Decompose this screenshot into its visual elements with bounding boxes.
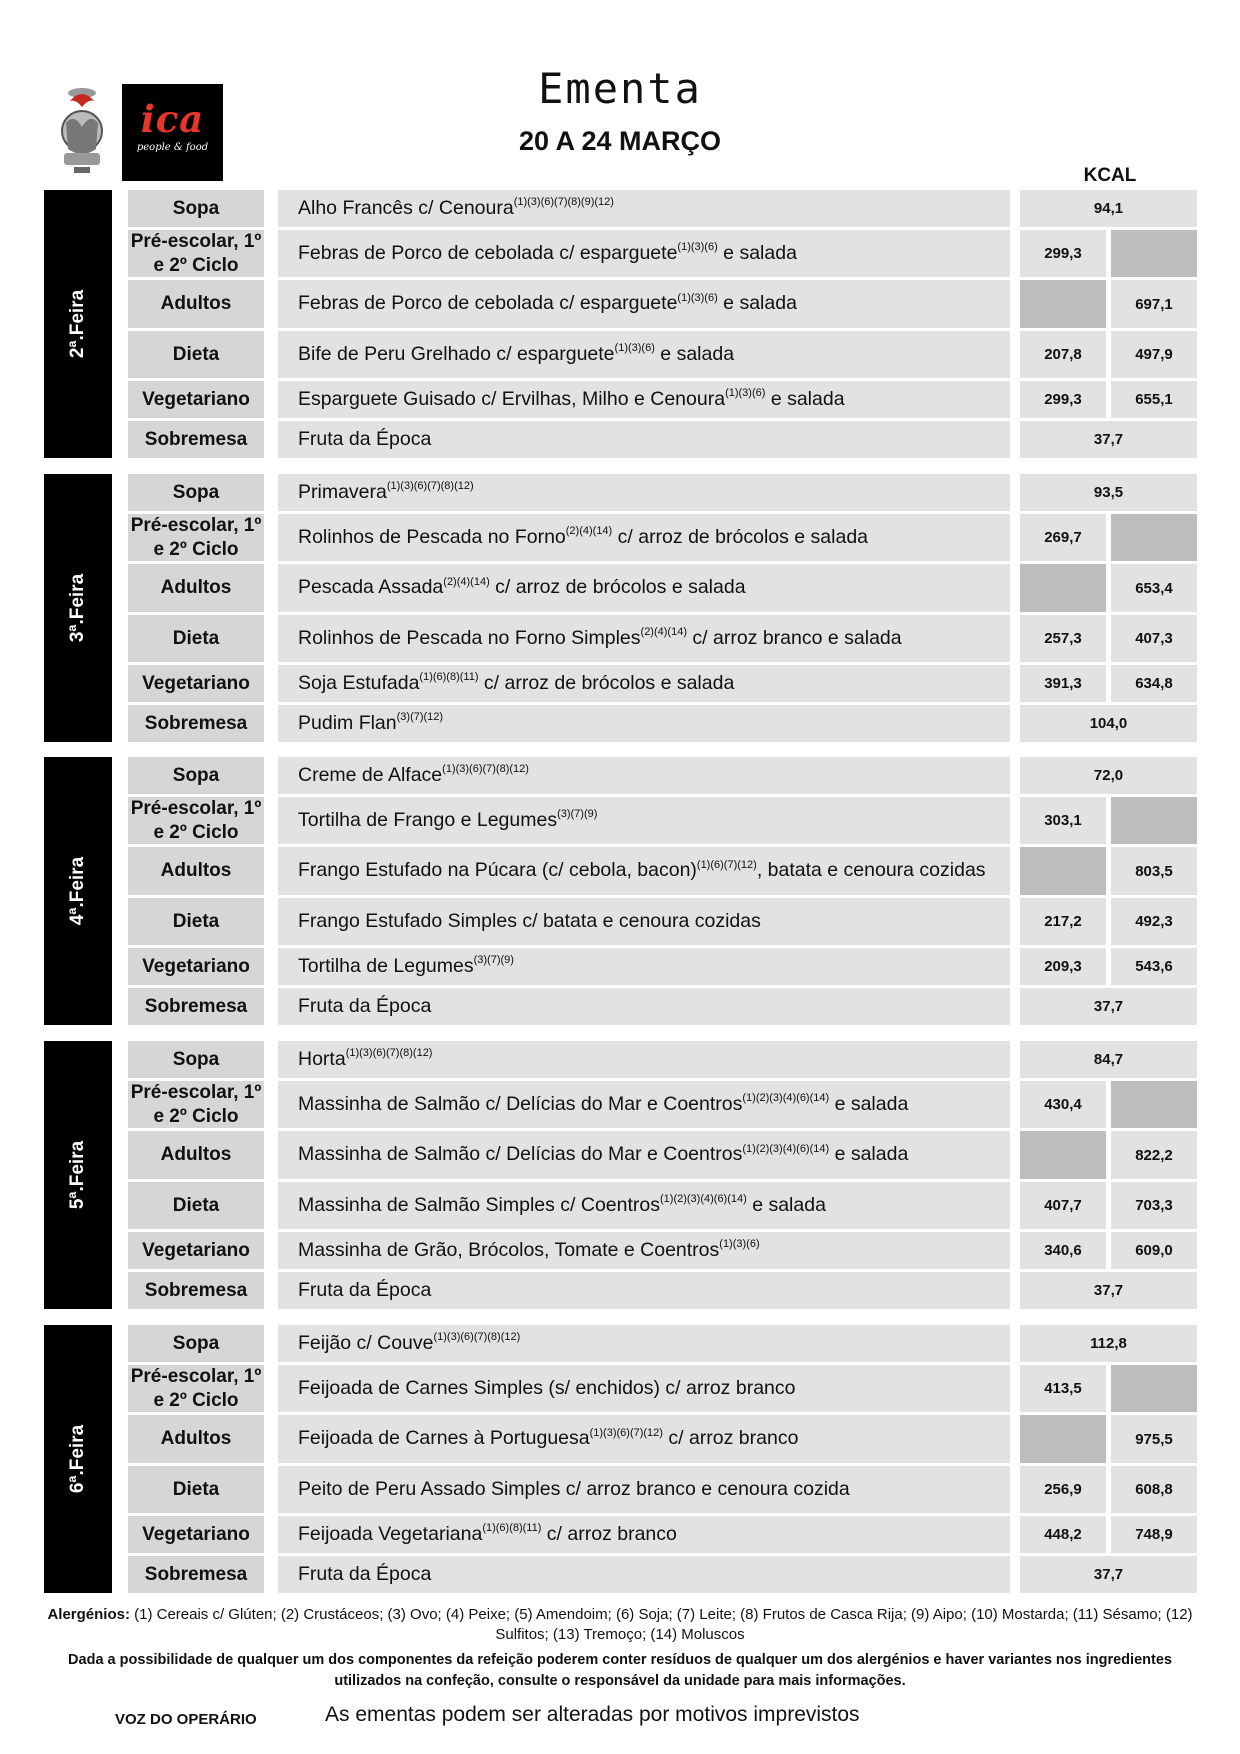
dish-cell [278, 514, 1010, 561]
kcal-value: 84,7 [1020, 1041, 1197, 1078]
allergen-codes: (1)(3)(6)(7)(8)(9)(12) [513, 196, 614, 209]
meal-type-sobremesa: Sobremesa [128, 421, 264, 458]
allergen-codes: (1)(3)(6)(7)(8)(12) [386, 480, 474, 493]
allergen-codes: (1)(2)(3)(4)(6)(14) [742, 1142, 830, 1155]
allergen-codes: (2)(4)(14) [443, 575, 490, 588]
kcal-adult: 803,5 [1111, 847, 1197, 895]
kcal-value: 94,1 [1020, 190, 1197, 227]
dish-name: Massinha de Salmão Simples c/ Coentros [298, 1193, 660, 1216]
dish-cell [278, 1232, 1010, 1269]
kcal-value: 37,7 [1020, 1556, 1197, 1593]
meal-type-vegetariano: Vegetariano [128, 381, 264, 418]
dish-name: Tortilha de Frango e Legumes [298, 808, 558, 831]
logo-wordmark: ica [140, 97, 205, 141]
meal-type-vegetariano: Vegetariano [128, 665, 264, 702]
dish-cell [278, 190, 1010, 227]
page-title: Ementa [538, 64, 702, 113]
dish-name: Massinha de Grão, Brócolos, Tomate e Coentros [298, 1238, 720, 1261]
meal-type-sobremesa: Sobremesa [128, 988, 264, 1025]
meal-type-pre-escolar: Pré-escolar, 1º e 2º Ciclo [128, 1365, 264, 1412]
dish-name: Creme de Alface [298, 763, 443, 786]
meal-type-adultos: Adultos [128, 564, 264, 612]
day-block [44, 1041, 1197, 1309]
kcal-child: 209,3 [1020, 948, 1106, 985]
dish-text [298, 292, 797, 316]
dish-text [298, 712, 443, 736]
meal-type-vegetariano: Vegetariano [128, 1232, 264, 1269]
dish-cell [278, 847, 1010, 895]
alteration-note: As ementas podem ser alteradas por motivos imprevistos [325, 1703, 860, 1726]
kcal-child [1020, 1415, 1106, 1463]
dish-cell [278, 615, 1010, 662]
allergen-codes: (1)(3)(6) [725, 387, 766, 400]
dish-cell [278, 230, 1010, 277]
dish-side: e salada [765, 387, 845, 410]
dish-name: Massinha de Salmão c/ Delícias do Mar e Coentros [298, 1143, 743, 1166]
dish-side: e salada [717, 292, 797, 315]
kcal-adult: 634,8 [1111, 665, 1197, 702]
kcal-adult [1111, 1081, 1197, 1128]
dish-cell [278, 280, 1010, 328]
kcal-child: 207,8 [1020, 331, 1106, 378]
dish-text [298, 388, 845, 412]
day-bar [44, 757, 112, 1025]
dish-cell [278, 1325, 1010, 1362]
allergen-codes: (1)(3)(6)(7)(8)(12) [442, 763, 529, 776]
dish-name: Feijoada Vegetariana [298, 1522, 483, 1545]
day-block [44, 190, 1197, 458]
dish-name: Tortilha de Legumes [298, 954, 474, 977]
kcal-adult: 975,5 [1111, 1415, 1197, 1463]
meal-type-pre-escolar: Pré-escolar, 1º e 2º Ciclo [128, 797, 264, 844]
dish-name: Fruta da Época [298, 1562, 432, 1585]
dish-name: Feijoada de Carnes Simples (s/ enchidos) c/ arroz branco [298, 1376, 796, 1399]
dish-cell [278, 331, 1010, 378]
dish-cell [278, 1041, 1010, 1078]
kcal-child: 299,3 [1020, 381, 1106, 418]
day-label: 4ª.Feira [67, 856, 88, 926]
week-range: 20 A 24 MARÇO [518, 126, 722, 156]
day-bar [44, 474, 112, 742]
allergen-notice: Dada a possibilidade de qualquer um dos componentes da refeição poderem conter resíduos de qualquer um dos alergénios e haver variantes nos ingredientes utilizados na confeção, consulte o responsável da unidade para mais informações. [68, 1652, 1172, 1690]
kcal-child [1020, 564, 1106, 612]
dish-cell [278, 1556, 1010, 1593]
kcal-child [1020, 1131, 1106, 1179]
allergen-codes: (1)(3)(6)(7)(8)(12) [345, 1047, 433, 1060]
dish-name: Fruta da Época [298, 994, 432, 1017]
day-bar [44, 1325, 112, 1593]
dish-text [298, 1332, 520, 1356]
meal-type-adultos: Adultos [128, 280, 264, 328]
dish-name: Soja Estufada [298, 671, 420, 694]
dish-text [298, 955, 514, 979]
dish-cell [278, 421, 1010, 458]
dish-text [298, 1377, 795, 1401]
meal-type-dieta: Dieta [128, 1182, 264, 1229]
dish-name: Horta [298, 1047, 346, 1070]
day-label: 2ª.Feira [67, 289, 88, 359]
meal-type-adultos: Adultos [128, 847, 264, 895]
meal-type-sopa: Sopa [128, 1325, 264, 1362]
dish-text [298, 1279, 431, 1303]
kcal-child [1020, 280, 1106, 328]
dish-cell [278, 797, 1010, 844]
dish-text [298, 1427, 798, 1451]
dish-side: , batata e cenoura cozidas [756, 859, 986, 882]
dish-name: Fruta da Época [298, 427, 432, 450]
allergen-codes: (1)(3)(6)(7)(8)(12) [433, 1331, 521, 1344]
meal-type-adultos: Adultos [128, 1415, 264, 1463]
meal-type-dieta: Dieta [128, 898, 264, 945]
kcal-adult: 497,9 [1111, 331, 1197, 378]
kcal-child: 269,7 [1020, 514, 1106, 561]
dish-cell [278, 1365, 1010, 1412]
allergen-codes: (1)(3)(6) [614, 342, 655, 355]
meal-type-sopa: Sopa [128, 474, 264, 511]
meal-type-pre-escolar: Pré-escolar, 1º e 2º Ciclo [128, 1081, 264, 1128]
dish-cell [278, 1466, 1010, 1513]
kcal-adult [1111, 797, 1197, 844]
dish-side: c/ arroz de brócolos e salada [478, 671, 735, 694]
dish-name: Feijão c/ Couve [298, 1331, 434, 1354]
kcal-value: 72,0 [1020, 757, 1197, 794]
kcal-child: 303,1 [1020, 797, 1106, 844]
dish-name: Esparguete Guisado c/ Ervilhas, Milho e Cenoura [298, 387, 726, 410]
dish-cell [278, 1272, 1010, 1309]
kcal-adult: 609,0 [1111, 1232, 1197, 1269]
dish-side: e salada [829, 1092, 909, 1115]
dish-name: Feijoada de Carnes à Portuguesa [298, 1427, 590, 1450]
dish-cell [278, 1415, 1010, 1463]
kcal-child: 413,5 [1020, 1365, 1106, 1412]
meal-type-dieta: Dieta [128, 1466, 264, 1513]
dish-cell [278, 1182, 1010, 1229]
dish-text [298, 1523, 677, 1547]
dish-name: Rolinhos de Pescada no Forno Simples [298, 626, 641, 649]
allergens-list: (1) Cereais c/ Glúten; (2) Crustáceos; (3) Ovo; (4) Peixe; (5) Amendoim; (6) Soja; (7) Leite; (8) Frutos de Casca Rija; (9) Aipo; (10) Mostarda; (11) Sésamo; (12) Sulfitos; (13) Tremoço; (14) Moluscos [129, 1606, 1193, 1644]
allergens-legend [40, 1605, 1200, 1646]
dish-side: c/ arroz branco e salada [686, 626, 902, 649]
day-bar [44, 1041, 112, 1309]
day-label: 6ª.Feira [67, 1424, 88, 1494]
kcal-child: 299,3 [1020, 230, 1106, 277]
dish-cell [278, 988, 1010, 1025]
kcal-adult [1111, 230, 1197, 277]
allergen-codes: (3)(7)(12) [396, 711, 444, 724]
dish-cell [278, 474, 1010, 511]
dish-name: Bife de Peru Grelhado c/ esparguete [298, 342, 615, 365]
dish-cell [278, 948, 1010, 985]
kcal-child: 448,2 [1020, 1516, 1106, 1553]
kcal-adult: 492,3 [1111, 898, 1197, 945]
dish-text [298, 809, 597, 833]
meal-type-sopa: Sopa [128, 757, 264, 794]
dish-text [298, 1239, 760, 1263]
dish-text [298, 764, 529, 788]
meal-type-pre-escolar: Pré-escolar, 1º e 2º Ciclo [128, 514, 264, 561]
meal-type-pre-escolar: Pré-escolar, 1º e 2º Ciclo [128, 230, 264, 277]
dish-text [298, 859, 986, 883]
dish-cell [278, 1131, 1010, 1179]
dish-text [298, 1048, 432, 1072]
dish-text [298, 1093, 908, 1117]
kcal-value: 104,0 [1020, 705, 1197, 742]
dish-text [298, 1194, 826, 1218]
meal-type-sobremesa: Sobremesa [128, 1556, 264, 1593]
meal-type-sobremesa: Sobremesa [128, 705, 264, 742]
kcal-adult [1111, 514, 1197, 561]
dish-cell [278, 757, 1010, 794]
meal-type-dieta: Dieta [128, 615, 264, 662]
dish-side: c/ arroz branco [662, 1427, 799, 1450]
dish-text [298, 627, 902, 651]
kcal-adult: 822,2 [1111, 1131, 1197, 1179]
logo-tagline: people & food [136, 142, 209, 153]
dish-text [298, 910, 761, 934]
dish-name: Febras de Porco de cebolada c/ esparguete [298, 241, 678, 264]
dish-cell [278, 898, 1010, 945]
allergens-label: Alergénios: [47, 1606, 130, 1623]
kcal-value: 93,5 [1020, 474, 1197, 511]
dish-side: e salada [829, 1143, 909, 1166]
allergen-codes: (1)(3)(6)(7)(12) [589, 1426, 663, 1439]
kcal-child: 217,2 [1020, 898, 1106, 945]
day-bar [44, 190, 112, 458]
kcal-child: 256,9 [1020, 1466, 1106, 1513]
dish-cell [278, 1516, 1010, 1553]
dish-cell [278, 564, 1010, 612]
kcal-value: 37,7 [1020, 1272, 1197, 1309]
dish-side: c/ arroz de brócolos e salada [489, 576, 746, 599]
allergen-codes: (2)(4)(14) [565, 525, 613, 538]
dish-name: Pescada Assada [298, 576, 444, 599]
dish-text [298, 1143, 908, 1167]
allergen-codes: (1)(6)(8)(11) [419, 671, 479, 684]
day-label: 3ª.Feira [67, 573, 88, 643]
dish-side: e salada [717, 241, 797, 264]
meal-type-vegetariano: Vegetariano [128, 1516, 264, 1553]
dish-cell [278, 665, 1010, 702]
dish-side: c/ arroz de brócolos e salada [612, 525, 869, 548]
dish-name: Frango Estufado na Púcara (c/ cebola, bacon) [298, 859, 697, 882]
kcal-adult [1111, 1365, 1197, 1412]
kcal-adult: 407,3 [1111, 615, 1197, 662]
allergen-codes: (1)(3)(6) [677, 291, 718, 304]
meal-type-dieta: Dieta [128, 331, 264, 378]
dish-text [298, 672, 734, 696]
kcal-child: 340,6 [1020, 1232, 1106, 1269]
kcal-adult: 655,1 [1111, 381, 1197, 418]
dish-text [298, 428, 431, 452]
kcal-value: 37,7 [1020, 421, 1197, 458]
dish-text [298, 1478, 850, 1502]
dish-text [298, 576, 746, 600]
dish-text [298, 995, 431, 1019]
dish-name: Frango Estufado Simples c/ batata e cenoura cozidas [298, 909, 761, 932]
day-block [44, 474, 1197, 742]
kcal-adult: 653,4 [1111, 564, 1197, 612]
dish-name: Febras de Porco de cebolada c/ esparguete [298, 292, 678, 315]
allergen-codes: (1)(6)(8)(11) [482, 1522, 542, 1535]
kcal-adult: 608,8 [1111, 1466, 1197, 1513]
dish-text [298, 1563, 431, 1587]
meal-type-adultos: Adultos [128, 1131, 264, 1179]
allergen-codes: (1)(3)(6) [677, 241, 718, 254]
dish-name: Peito de Peru Assado Simples c/ arroz branco e cenoura cozida [298, 1477, 850, 1500]
dish-text [298, 242, 797, 266]
allergen-codes: (1)(2)(3)(4)(6)(14) [660, 1193, 747, 1206]
kcal-adult: 748,9 [1111, 1516, 1197, 1553]
dish-text [298, 481, 474, 505]
meal-type-sopa: Sopa [128, 190, 264, 227]
allergen-codes: (3)(7)(9) [557, 808, 598, 821]
kcal-adult: 543,6 [1111, 948, 1197, 985]
kcal-value: 112,8 [1020, 1325, 1197, 1362]
day-block [44, 1325, 1197, 1593]
day-label: 5ª.Feira [67, 1140, 88, 1210]
kcal-child: 391,3 [1020, 665, 1106, 702]
dish-name: Massinha de Salmão c/ Delícias do Mar e Coentros [298, 1092, 743, 1115]
dish-name: Rolinhos de Pescada no Forno [298, 525, 566, 548]
meal-type-vegetariano: Vegetariano [128, 948, 264, 985]
school-name: VOZ DO OPERÁRIO [115, 1711, 257, 1728]
kcal-adult: 697,1 [1111, 280, 1197, 328]
kcal-child: 430,4 [1020, 1081, 1106, 1128]
dish-cell [278, 1081, 1010, 1128]
kcal-child [1020, 847, 1106, 895]
dish-side: e salada [654, 342, 735, 365]
dish-name: Primavera [298, 480, 387, 503]
allergen-codes: (1)(2)(3)(4)(6)(14) [742, 1092, 830, 1105]
kcal-adult: 703,3 [1111, 1182, 1197, 1229]
dish-side: c/ arroz branco [541, 1522, 677, 1545]
kcal-column-header: KCAL [1083, 165, 1137, 186]
kcal-child: 257,3 [1020, 615, 1106, 662]
dish-cell [278, 705, 1010, 742]
kcal-value: 37,7 [1020, 988, 1197, 1025]
dish-text [298, 197, 614, 221]
allergen-codes: (3)(7)(9) [473, 954, 514, 967]
meal-type-sobremesa: Sobremesa [128, 1272, 264, 1309]
allergen-codes: (1)(3)(6) [719, 1238, 760, 1251]
meal-type-sopa: Sopa [128, 1041, 264, 1078]
dish-cell [278, 381, 1010, 418]
dish-name: Alho Francês c/ Cenoura [298, 196, 514, 219]
dish-side: e salada [746, 1193, 826, 1216]
kcal-child: 407,7 [1020, 1182, 1106, 1229]
day-block [44, 757, 1197, 1025]
allergen-codes: (2)(4)(14) [640, 626, 687, 639]
dish-name: Fruta da Época [298, 1278, 432, 1301]
dish-name: Pudim Flan [298, 711, 397, 734]
dish-text [298, 526, 868, 550]
allergen-codes: (1)(6)(7)(12) [696, 858, 757, 871]
dish-text [298, 343, 734, 367]
